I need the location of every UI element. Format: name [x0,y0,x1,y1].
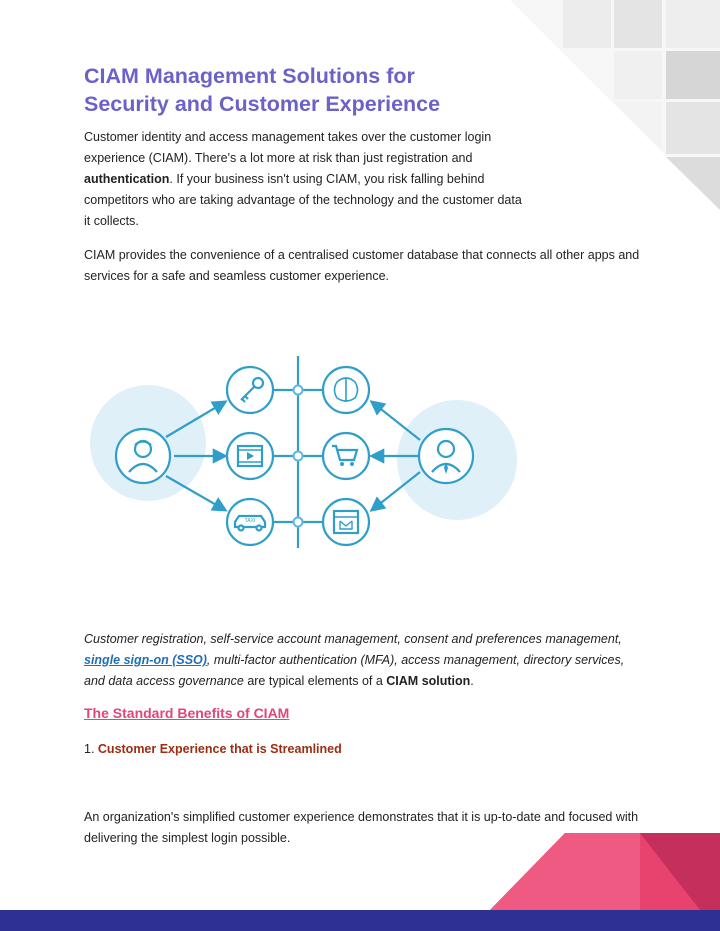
user-icon [116,429,170,483]
browser-mail-icon [323,499,369,545]
simplified-experience-paragraph: An organization's simplified customer experience demonstrates that it is up-to-date and focused with delivering the simplest login possible. [84,810,639,845]
centralised-database-paragraph: CIAM provides the convenience of a centralised customer database that connects all other apps and services for a safe and seamless customer experience. [84,248,640,283]
key-icon [227,367,273,413]
benefit-label: Customer Experience that is Streamlined [97,742,342,756]
elements-italic-a: Customer registration, self-service account management, consent and preferences management, [84,632,622,646]
ciam-solution-bold: CIAM solution [386,674,471,688]
benefit-item-1 [84,742,342,756]
elements-italic-b: , multi-factor authentication (MFA), access management, directory services, and data access governance [84,653,625,688]
intro-text-b: . If your business isn't using CIAM, you risk falling behind competitors who are taking advantage of the technology and the customer data it collects. [84,172,522,228]
intro-paragraph [84,127,524,232]
benefit-number: 1. [84,742,98,756]
intro-text-a: Customer identity and access management takes over the customer login experience (CIAM). There's a lot more at risk than just registration and [84,130,492,165]
title-line-2: Security and Customer Experience [84,92,441,116]
elements-text-d: . [470,674,474,688]
businessman-icon [419,429,473,483]
intro-bold-authentication: authentication [84,172,170,186]
brain-icon [323,367,369,413]
benefits-heading: The Standard Benefits of CIAM [84,705,290,721]
sso-link[interactable]: single sign-on (SSO) [84,653,207,667]
page-title [84,62,440,118]
taxi-icon [227,499,273,545]
ciam-elements-paragraph [84,629,644,692]
footer-bar [0,910,720,931]
title-line-1: CIAM Management Solutions for [84,64,415,88]
cart-icon [323,433,369,479]
ciam-diagram [0,340,720,600]
elements-text-c: are typical elements of a [243,674,387,688]
taxi-label: TAXI [244,518,256,524]
video-icon [227,433,273,479]
